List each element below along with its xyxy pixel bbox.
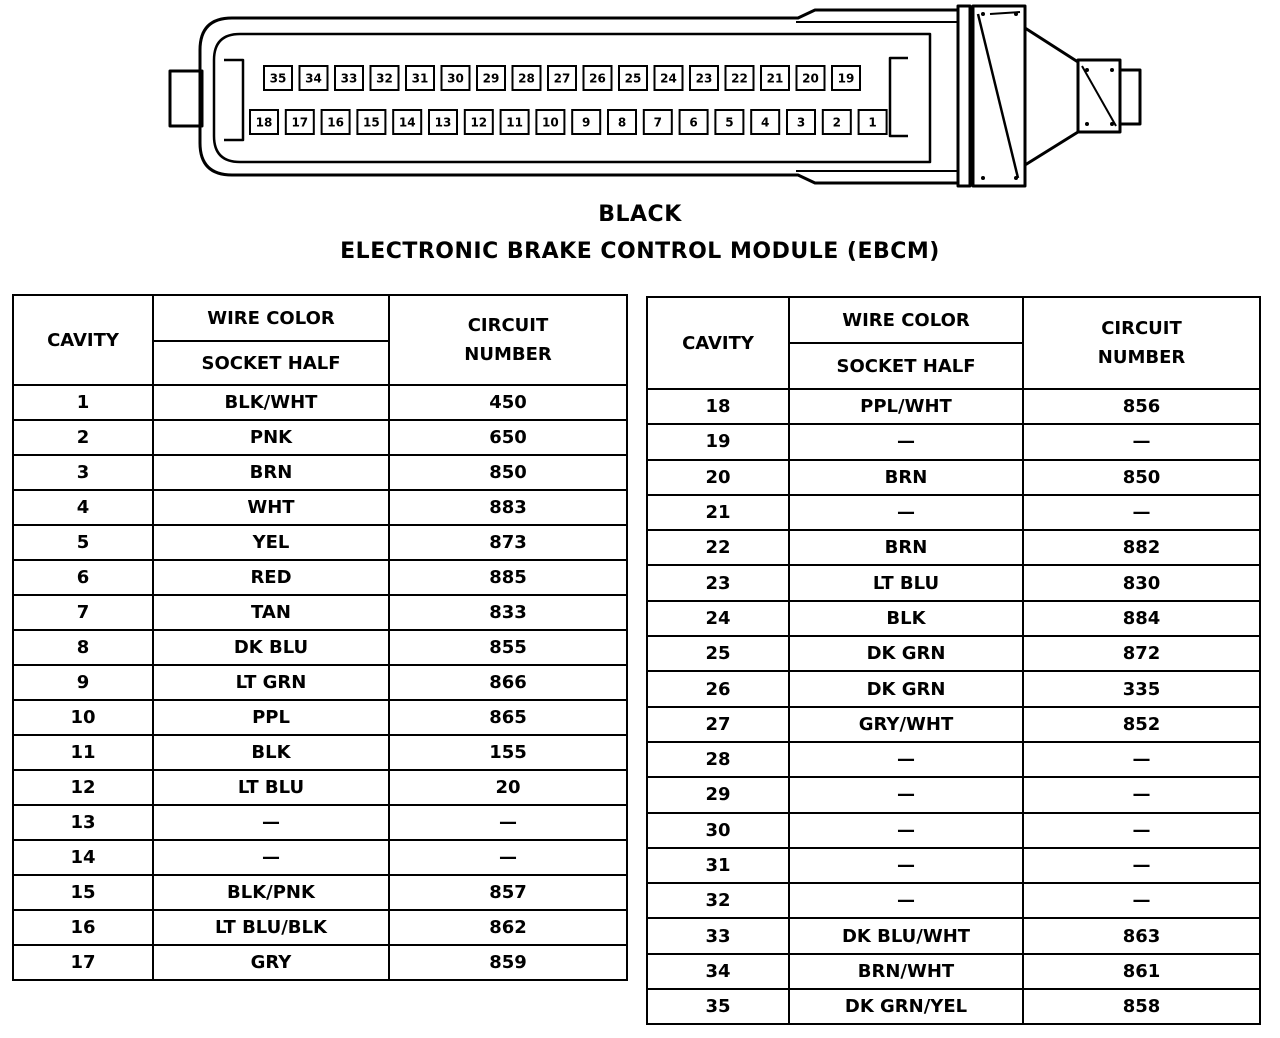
pin-number: 16 [327, 115, 344, 130]
circuit-number-cell: 830 [1023, 565, 1260, 600]
circuit-number-cell: 856 [1023, 389, 1260, 424]
circuit-number-cell: 859 [389, 945, 627, 980]
cavity-cell: 25 [647, 636, 789, 671]
circuit-number-cell: 850 [1023, 460, 1260, 495]
cavity-cell: 13 [13, 805, 153, 840]
circuit-header-line1: CIRCUIT [467, 315, 549, 336]
pin-number: 2 [832, 115, 841, 130]
wire-color-cell: BRN/WHT [789, 954, 1023, 989]
cavity-header: CAVITY [13, 295, 153, 385]
cavity-cell: 31 [647, 848, 789, 883]
pin-number: 17 [291, 115, 309, 130]
table-row [647, 601, 1260, 636]
wire-color-cell: — [789, 848, 1023, 883]
table-row [13, 875, 627, 910]
table-row [647, 954, 1260, 989]
wire-color-cell: — [789, 777, 1023, 812]
table-row [647, 989, 1260, 1024]
pin-number: 15 [363, 115, 380, 130]
cavity-cell: 24 [647, 601, 789, 636]
table-row [647, 848, 1260, 883]
wire-color-cell: — [789, 742, 1023, 777]
cavity-cell: 6 [13, 560, 153, 595]
circuit-number-cell: — [1023, 495, 1260, 530]
table-row [647, 460, 1260, 495]
wire-color-cell: — [789, 883, 1023, 918]
wire-color-cell: DK GRN [789, 671, 1023, 706]
wire-color-cell: GRY [153, 945, 389, 980]
circuit-number-cell: 865 [389, 700, 627, 735]
circuit-number-cell: 883 [389, 490, 627, 525]
wire-color-header: WIRE COLOR [153, 295, 389, 341]
cavity-cell: 8 [13, 630, 153, 665]
pin-number: 19 [837, 71, 855, 86]
pin-number: 30 [447, 71, 464, 86]
table-row [13, 455, 627, 490]
cavity-cell: 12 [13, 770, 153, 805]
table-row [13, 840, 627, 875]
wire-color-cell: BRN [789, 530, 1023, 565]
cavity-cell: 29 [647, 777, 789, 812]
cavity-cell: 34 [647, 954, 789, 989]
table-row [13, 945, 627, 980]
circuit-number-cell: — [1023, 883, 1260, 918]
wire-color-cell: GRY/WHT [789, 707, 1023, 742]
table-row [647, 636, 1260, 671]
circuit-number-cell: 858 [1023, 989, 1260, 1024]
pin-number: 26 [589, 71, 606, 86]
circuit-number-cell: 155 [389, 735, 627, 770]
table-row [13, 665, 627, 700]
cavity-cell: 10 [13, 700, 153, 735]
circuit-header-line2: NUMBER [464, 344, 552, 365]
cavity-cell: 15 [13, 875, 153, 910]
circuit-number-cell: 872 [1023, 636, 1260, 671]
circuit-number-cell: — [1023, 813, 1260, 848]
table-row [13, 770, 627, 805]
table-row [647, 565, 1260, 600]
cavity-cell: 16 [13, 910, 153, 945]
table-row [13, 735, 627, 770]
circuit-number-cell: — [1023, 848, 1260, 883]
circuit-number-cell: 885 [389, 560, 627, 595]
cavity-cell: 28 [647, 742, 789, 777]
left-latch [170, 71, 202, 126]
wire-color-cell: PNK [153, 420, 389, 455]
cavity-cell: 1 [13, 385, 153, 420]
pin-number: 13 [434, 115, 452, 130]
wire-color-cell: — [153, 805, 389, 840]
pin-number: 32 [376, 71, 393, 86]
pin-number: 31 [411, 71, 429, 86]
table-row [13, 700, 627, 735]
cavity-cell: 20 [647, 460, 789, 495]
circuit-number-cell: 882 [1023, 530, 1260, 565]
circuit-number-cell: 850 [389, 455, 627, 490]
cavity-cell: 17 [13, 945, 153, 980]
pin-number: 29 [482, 71, 500, 86]
pin-number: 22 [731, 71, 748, 86]
circuit-number-cell: — [389, 805, 627, 840]
pin-number: 9 [582, 115, 591, 130]
table-row [647, 777, 1260, 812]
pinout-table-left [12, 294, 628, 981]
cavity-cell: 18 [647, 389, 789, 424]
circuit-number-cell: 862 [389, 910, 627, 945]
pin-row-top [264, 66, 860, 90]
pin-number: 35 [269, 71, 287, 86]
circuit-header-line1: CIRCUIT [1101, 318, 1182, 339]
circuit-number-cell: 873 [389, 525, 627, 560]
circuit-number-cell: 884 [1023, 601, 1260, 636]
cavity-cell: 19 [647, 424, 789, 459]
wire-color-cell: DK BLU [153, 630, 389, 665]
pin-number: 25 [624, 71, 642, 86]
wire-color-cell: BLK/PNK [153, 875, 389, 910]
circuit-number-cell: 450 [389, 385, 627, 420]
pin-number: 5 [725, 115, 734, 130]
table-row [647, 530, 1260, 565]
pin-number: 10 [542, 115, 559, 130]
circuit-number-cell: 335 [1023, 671, 1260, 706]
table-row [647, 918, 1260, 953]
pin-number: 34 [305, 71, 322, 86]
cavity-cell: 14 [13, 840, 153, 875]
circuit-number-cell: 833 [389, 595, 627, 630]
socket-half-header: SOCKET HALF [789, 343, 1023, 389]
cavity-cell: 26 [647, 671, 789, 706]
wire-color-cell: BRN [153, 455, 389, 490]
connector-color-title: BLACK [598, 202, 682, 227]
wire-color-header: WIRE COLOR [789, 297, 1023, 343]
wire-color-cell: BRN [789, 460, 1023, 495]
wire-color-cell: WHT [153, 490, 389, 525]
cavity-cell: 5 [13, 525, 153, 560]
circuit-number-cell: 866 [389, 665, 627, 700]
table-row [13, 560, 627, 595]
pin-number: 14 [398, 115, 416, 130]
circuit-number-cell: — [1023, 742, 1260, 777]
wire-color-cell: YEL [153, 525, 389, 560]
wire-color-cell: DK GRN/YEL [789, 989, 1023, 1024]
cavity-cell: 21 [647, 495, 789, 530]
circuit-number-cell: — [389, 840, 627, 875]
table-row [13, 420, 627, 455]
module-title: ELECTRONIC BRAKE CONTROL MODULE (EBCM) [340, 239, 940, 264]
circuit-number-cell: 852 [1023, 707, 1260, 742]
wire-color-cell: — [789, 424, 1023, 459]
wire-color-cell: — [789, 495, 1023, 530]
circuit-number-cell: 20 [389, 770, 627, 805]
pin-number: 6 [689, 115, 698, 130]
table-row [13, 910, 627, 945]
table-row [647, 424, 1260, 459]
cavity-header: CAVITY [647, 297, 789, 389]
cavity-cell: 30 [647, 813, 789, 848]
table-row [647, 389, 1260, 424]
circuit-number-cell: 857 [389, 875, 627, 910]
pin-number: 33 [340, 71, 358, 86]
pin-number: 28 [518, 71, 535, 86]
cavity-cell: 7 [13, 595, 153, 630]
pin-number: 3 [796, 115, 806, 130]
wire-color-cell: RED [153, 560, 389, 595]
cavity-cell: 4 [13, 490, 153, 525]
wire-color-cell: DK BLU/WHT [789, 918, 1023, 953]
pin-number: 27 [553, 71, 571, 86]
cavity-cell: 22 [647, 530, 789, 565]
cavity-cell: 33 [647, 918, 789, 953]
socket-half-header: SOCKET HALF [153, 341, 389, 385]
pin-number: 4 [761, 115, 770, 130]
pin-number: 1 [868, 115, 877, 130]
wire-color-cell: PPL [153, 700, 389, 735]
cavity-cell: 27 [647, 707, 789, 742]
pin-number: 7 [653, 115, 662, 130]
circuit-number-cell: 863 [1023, 918, 1260, 953]
table-row [647, 707, 1260, 742]
cavity-cell: 9 [13, 665, 153, 700]
pin-number: 8 [617, 115, 627, 130]
wire-color-cell: LT BLU/BLK [153, 910, 389, 945]
circuit-number-cell: 861 [1023, 954, 1260, 989]
pin-number: 12 [470, 115, 488, 130]
wire-color-cell: — [153, 840, 389, 875]
wire-color-cell: DK GRN [789, 636, 1023, 671]
wire-color-cell: — [789, 813, 1023, 848]
table-row [647, 883, 1260, 918]
table-row [13, 595, 627, 630]
pin-row-bottom [250, 110, 887, 134]
pin-number: 11 [506, 115, 523, 130]
wire-color-cell: LT BLU [789, 565, 1023, 600]
pin-number: 24 [660, 71, 677, 86]
wire-color-cell: LT GRN [153, 665, 389, 700]
table-row [647, 671, 1260, 706]
cavity-cell: 11 [13, 735, 153, 770]
table-row [13, 490, 627, 525]
table-row [647, 742, 1260, 777]
circuit-header-line2: NUMBER [1097, 347, 1186, 368]
wire-color-cell: BLK [153, 735, 389, 770]
pin-number: 21 [766, 71, 784, 86]
cavity-cell: 23 [647, 565, 789, 600]
wire-color-cell: LT BLU [153, 770, 389, 805]
wire-color-cell: TAN [153, 595, 389, 630]
circuit-number-header [1023, 297, 1260, 389]
table-row [647, 495, 1260, 530]
cavity-cell: 32 [647, 883, 789, 918]
connector-body [200, 10, 958, 183]
table-row [13, 385, 627, 420]
wire-color-cell: BLK [789, 601, 1023, 636]
cavity-cell: 2 [13, 420, 153, 455]
connector-diagram [0, 0, 1280, 195]
cavity-cell: 3 [13, 455, 153, 490]
wire-color-cell: PPL/WHT [789, 389, 1023, 424]
wire-color-cell: BLK/WHT [153, 385, 389, 420]
cavity-cell: 35 [647, 989, 789, 1024]
circuit-number-cell: — [1023, 777, 1260, 812]
circuit-number-cell: 650 [389, 420, 627, 455]
pinout-table-right [646, 296, 1261, 1025]
circuit-number-cell: 855 [389, 630, 627, 665]
circuit-number-cell: — [1023, 424, 1260, 459]
pin-number: 18 [255, 115, 273, 130]
table-row [647, 813, 1260, 848]
pin-number: 23 [695, 71, 713, 86]
pin-number: 20 [802, 71, 819, 86]
table-row [13, 525, 627, 560]
circuit-number-header [389, 295, 627, 385]
table-row [13, 805, 627, 840]
table-row [13, 630, 627, 665]
